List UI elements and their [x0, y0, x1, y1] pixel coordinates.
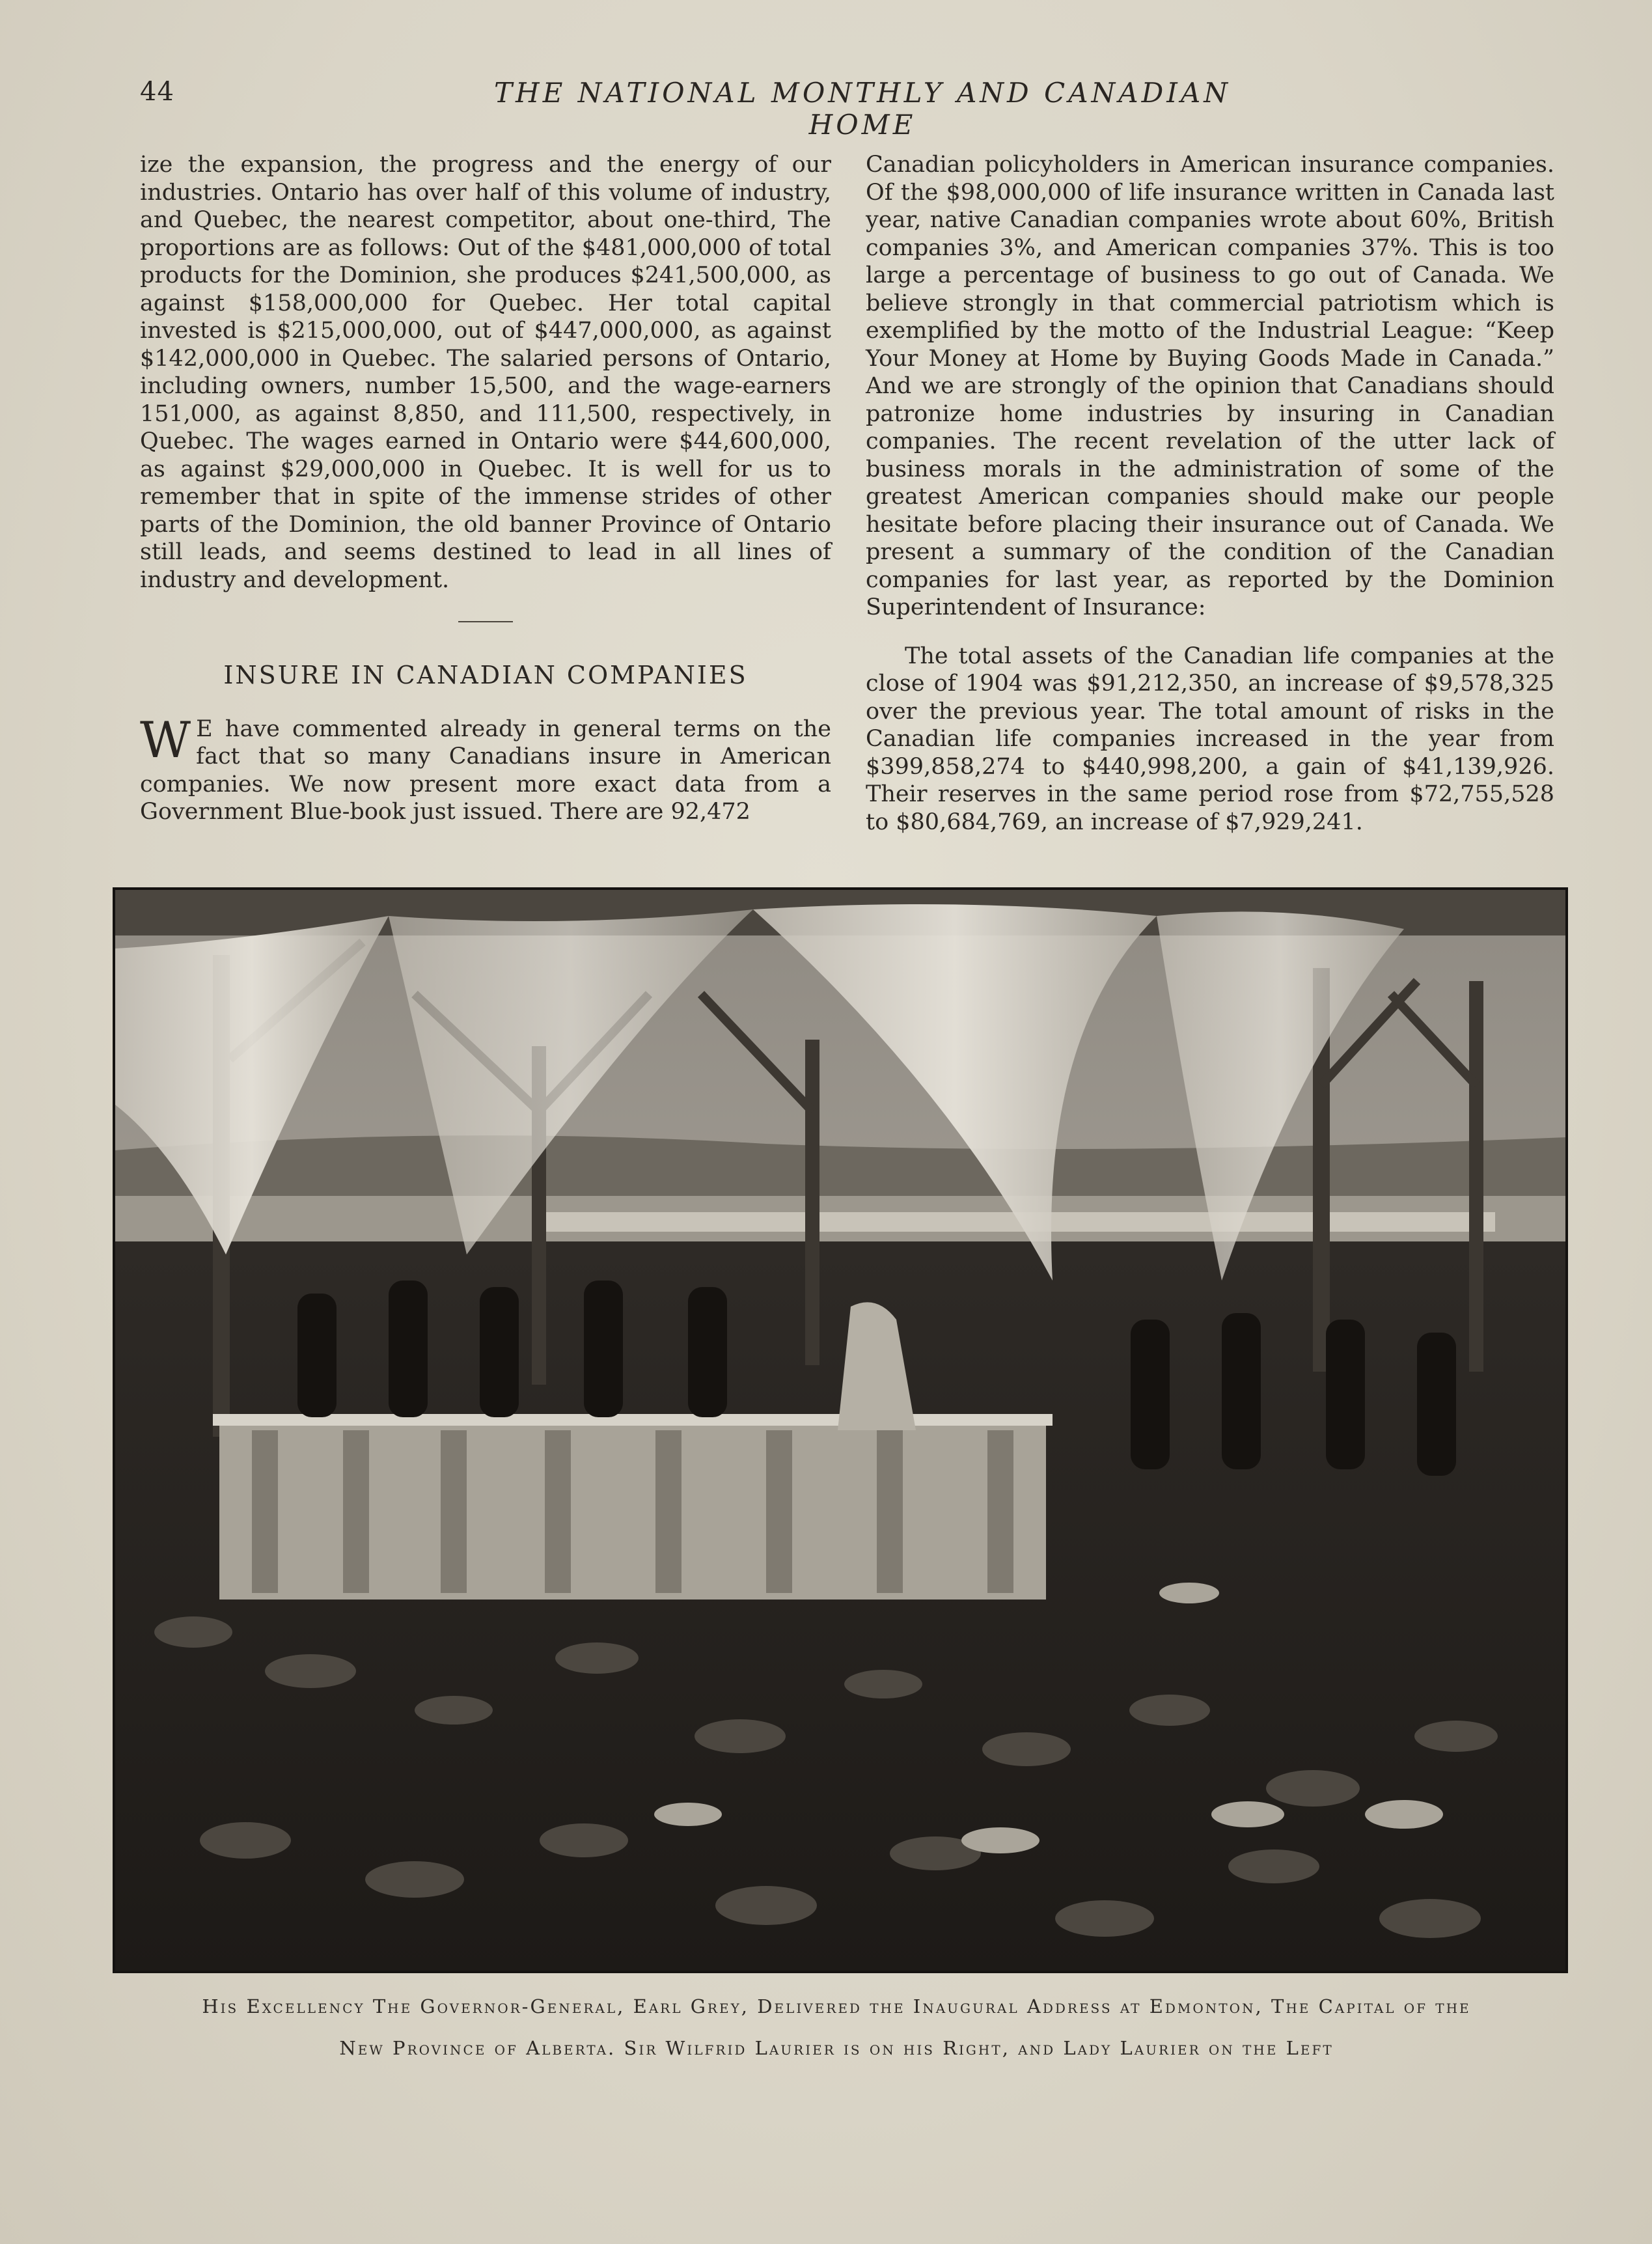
- journal-title: THE NATIONAL MONTHLY AND CANADIAN HOME: [494, 77, 1231, 141]
- photo-caption: [117, 1986, 1556, 2069]
- drop-cap: W: [140, 710, 191, 769]
- running-head: [0, 77, 1652, 141]
- left-column: [140, 151, 831, 826]
- section-paragraph: [140, 710, 831, 826]
- right-column-paragraph-1: Canadian policyholders in American insurance companies. Of the $98,000,000 of life insurance written in Canada last year, native Canadian companies wrote about 60%, British companies 3%, and American companies 37%. This is too large a percentage of business to go out of Canada. We believe strongly in that commercial patriotism which is exemplified by the motto of the Industrial League: “Keep Your Money at Home by Buying Goods Made in Canada.” And we are strongly of the opinion that Canadians should patronize home industries by insuring in Canadian companies. The recent revelation of the utter lack of business morals in the administration of some of the greatest American companies should make our people hesitate before placing their insurance out of Canada. We present a summary of the condition of the Canadian companies for last year, as reported by the Dominion Superintendent of Insurance:: [866, 152, 1554, 620]
- right-column-paragraph-2: The total assets of the Canadian life companies at the close of 1904 was $91,212,350, an increase of $9,578,325 over the previous year. The total amount of risks in the Canadian life companies increased in the year from $399,858,274 to $440,998,200, a gain of $41,139,926. Their reserves in the same period rose from $72,755,528 to $80,684,769, an increase of $7,929,241.: [866, 643, 1554, 835]
- halftone-photograph: [113, 887, 1568, 1973]
- caption-line-2: New Province of Alberta. Sir Wilfrid Laurier is on his Right, and Lady Laurier on the Left: [339, 2037, 1334, 2059]
- left-column-paragraph: ize the expansion, the progress and the energy of our industries. Ontario has over half of this volume of industry, and Quebec, the nearest competitor, about one-third, The proportions are as follows: Out of the $481,000,000 of total products for the Dominion, she produces $241,500,000, as against $158,000,000 for Quebec. Her total capital invested is $215,000,000, out of $447,000,000, as against $142,000,000 in Quebec. The salaried persons of Ontario, including owners, number 15,500, and the wage-earners 151,000, as against 8,850, and 111,500, respectively, in Quebec. The wages earned in Ontario were $44,600,000, as against $29,000,000 in Quebec. It is well for us to remember that in spite of the immense strides of other parts of the Dominion, the old banner Province of Ontario still leads, and seems destined to lead in all lines of industry and development.: [140, 152, 831, 593]
- section-divider: [458, 621, 513, 622]
- right-column: [866, 151, 1554, 836]
- photograph-illustration: [115, 890, 1565, 1971]
- caption-line-1: His Excellency The Governor-General, Earl Grey, Delivered the Inaugural Address at Edmonton, The Capital of the: [202, 1995, 1471, 2017]
- section-heading: INSURE IN CANADIAN COMPANIES: [223, 661, 748, 689]
- platform-rail: [213, 1414, 1053, 1426]
- section-paragraph-text: E have commented already in general terms on the fact that so many Canadians insure in American companies. We now present more exact data from a Government Blue-book just issued. There are 92,472: [140, 715, 831, 825]
- page-number: 44: [140, 77, 174, 107]
- distant-buildings: [532, 1212, 1495, 1232]
